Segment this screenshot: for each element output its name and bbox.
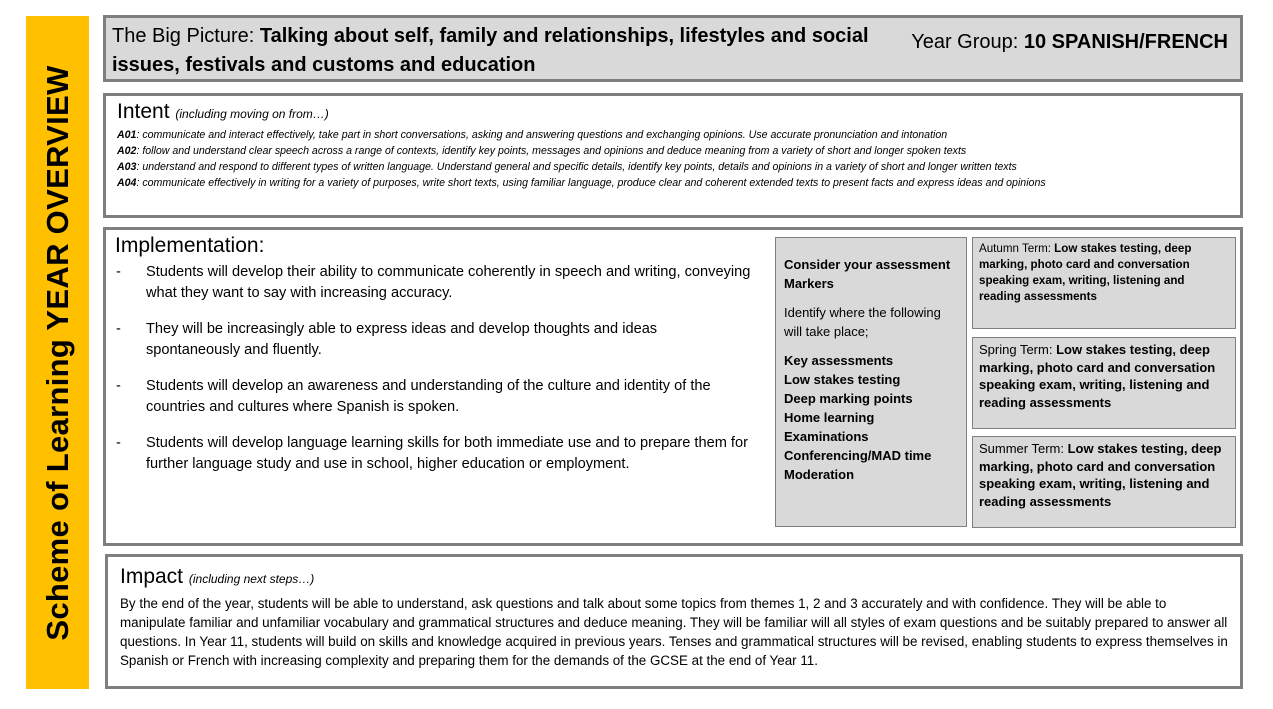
implementation-bullet: - They will be increasingly able to express ideas and develop thoughts and ideas spontaneously and fluently. bbox=[115, 319, 755, 361]
summer-term-box: Summer Term: Low stakes testing, deep marking, photo card and conversation speaking exam, writing, listening and reading assessments bbox=[972, 436, 1236, 528]
big-picture-title: The Big Picture: Talking about self, family and relationships, lifestyles and social issues, festivals and customs and education bbox=[112, 25, 869, 76]
assessment-markers-box bbox=[775, 237, 967, 527]
big-picture-panel bbox=[103, 15, 1243, 82]
intent-objectives bbox=[117, 127, 1046, 191]
sidebar-banner bbox=[26, 16, 89, 689]
assessment-item: Low stakes testing bbox=[784, 372, 901, 387]
intent-objective: A02: follow and understand clear speech across a range of contexts, identify key points, messages and opinions and deduce meaning from a variety of short and longer spoken texts bbox=[117, 145, 967, 157]
implementation-bullet: - Students will develop an awareness and understanding of the culture and identity of the countries and cultures where Spanish is spoken. bbox=[115, 376, 755, 418]
big-picture-topics: Talking about self, family and relationships, lifestyles and social issues, festivals and customs and education bbox=[112, 25, 869, 76]
intent-objective: A01: communicate and interact effectively, take part in short conversations, asking and answering questions and exchanging opinions. Use accurate pronunciation and intonation bbox=[117, 129, 948, 141]
implementation-bullet: - Students will develop language learning skills for both immediate use and to prepare them for further language study and use in school, higher education or employment. bbox=[115, 433, 755, 475]
implementation-heading: Implementation: bbox=[115, 234, 265, 257]
assessment-item: Key assessments bbox=[784, 353, 894, 368]
intent-heading: Intent (including moving on from…) bbox=[117, 100, 329, 123]
assessment-heading: Consider your assessment Markers bbox=[784, 257, 951, 291]
assessment-instruction: Identify where the following will take place; bbox=[784, 305, 941, 339]
implementation-bullet: - Students will develop their ability to communicate coherently in speech and writing, conveying what they want to say with increasing accuracy. bbox=[115, 262, 755, 304]
assessment-list bbox=[784, 351, 958, 484]
autumn-term-box: Autumn Term: Low stakes testing, deep marking, photo card and conversation speaking exam, writing, listening and reading assessments bbox=[972, 237, 1236, 329]
assessment-item: Examinations bbox=[784, 429, 869, 444]
sidebar-title: Scheme of Learning YEAR OVERVIEW bbox=[39, 64, 75, 641]
impact-heading: Impact (including next steps…) bbox=[120, 565, 315, 588]
year-group: Year Group: 10 SPANISH/FRENCH bbox=[911, 31, 1228, 53]
impact-body: By the end of the year, students will be able to understand, ask questions and talk about some topics from themes 1, 2 and 3 accurately and with confidence. They will be able to manipulate familiar and unfamiliar vocabulary and grammatical structures and deduce meaning. They will be familiar will all styles of exam questions and be suitably prepared to answer all questions. In Year 11, students will build on skills and knowledge acquired in previous years. Tenses and grammatical structures will be revised, enabling students to express themselves in Spanish or French with increasing complexity and preparing them for the demands of the GCSE at the end of Year 11. bbox=[120, 596, 1228, 668]
implementation-list bbox=[115, 262, 755, 490]
assessment-item: Deep marking points bbox=[784, 391, 913, 406]
assessment-item: Moderation bbox=[784, 467, 855, 482]
year-group-value: 10 SPANISH/FRENCH bbox=[1023, 31, 1228, 53]
intent-objective: A03: understand and respond to different types of written language. Understand general and specific details, identify key points, details and opinions in a variety of short and longer written texts bbox=[117, 161, 1017, 173]
impact-panel bbox=[105, 554, 1243, 689]
assessment-item: Home learning bbox=[784, 410, 875, 425]
intent-objective: A04: communicate effectively in writing for a variety of purposes, write short texts, using familiar language, produce clear and coherent extended texts to present facts and express ideas and opinions bbox=[117, 177, 1046, 189]
intent-panel bbox=[103, 93, 1243, 218]
spring-term-box: Spring Term: Low stakes testing, deep marking, photo card and conversation speaking exam, writing, listening and reading assessments bbox=[972, 337, 1236, 429]
assessment-item: Conferencing/MAD time bbox=[784, 448, 932, 463]
